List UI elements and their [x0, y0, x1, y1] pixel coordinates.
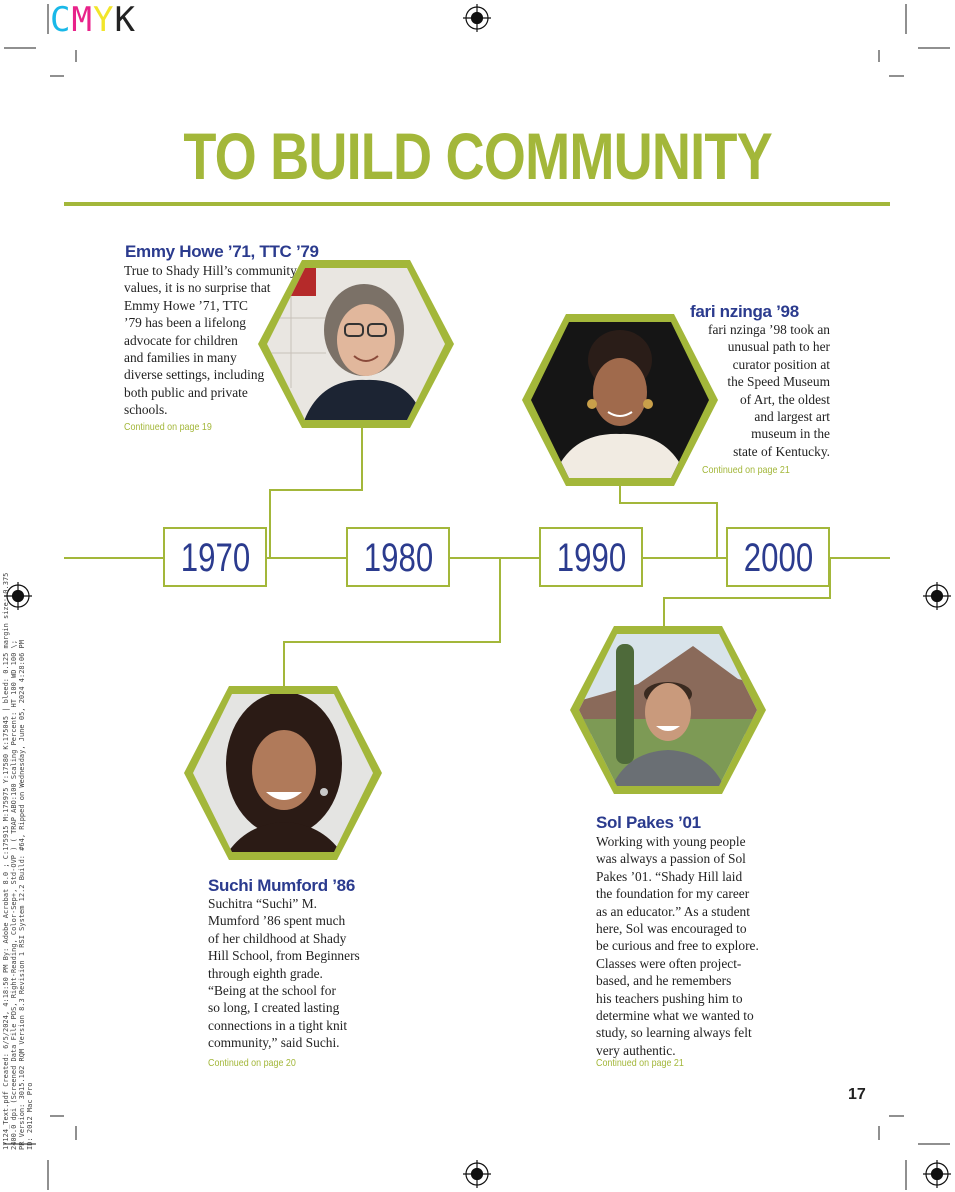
profile-fari-text: fari nzinga ’98 took an unusual path to her curator position at the Speed Museum of Art, the oldest and largest art museum in the state of Kentucky.	[708, 322, 830, 459]
profile-sol-text: Working with young people was always a passion of Sol Pakes ’01. “Shady Hill laid the foundation for my career as an educator.” As a student here, Sol was encouraged to be curious and free to explore. Classes were often project- based, and he remembers his teachers pushing him to determine what we wanted to study, so learning always felt very authentic.	[596, 834, 759, 1058]
profile-fari-continued: Continued on page 21	[702, 464, 790, 476]
profile-emmy-continued: Continued on page 19	[124, 421, 212, 433]
profile-sol-name: Sol Pakes ’01	[596, 813, 701, 832]
cmyk-color-bar: CMYK	[50, 0, 136, 40]
profile-suchi-continued: Continued on page 20	[208, 1057, 296, 1069]
printer-slug: 17124_Text.pdf Created: 6/5/2024, 4:18:50 PM By: Adobe Acrobat 8.0 ; C:175915 M:175975 Y:17580 K:175045 | bleed: 0.125 margin size: 0.375 2400.0 dpi (Screened Data File PDS, Right-Reading, Color-Sep+, Std-OVP ) ( TRAP ABO:100 Scaling Percent: HT 100 WD 100 \; PR Version: 3015.102 RQM Version 8.3 Revision 1 RSI System 12.2 Build: #64, Ripped on Wednesday, June 05, 2024 4:28:06 PM ID: 2012 Mac Pro	[2, 572, 34, 1150]
profile-fari-name: fari nzinga ’98	[690, 302, 799, 321]
page-title: TO BUILD COMMUNITY	[183, 119, 772, 193]
page-number: 17	[848, 1086, 866, 1103]
profile-sol-continued: Continued on page 21	[596, 1057, 684, 1069]
year-box-1970: 1970	[163, 527, 267, 587]
portrait-sol	[568, 624, 768, 796]
portrait-suchi	[182, 684, 384, 862]
profile-emmy-text: True to Shady Hill’s community values, it is no surprise that Emmy Howe ’71, TTC ’79 has been a lifelong advocate for children and families in many diverse settings, including both public and private schools.	[124, 263, 297, 418]
profile-emmy-name: Emmy Howe ’71, TTC ’79	[125, 242, 319, 261]
profile-suchi-name: Suchi Mumford ’86	[208, 876, 355, 895]
year-box-2000: 2000	[726, 527, 830, 587]
year-box-1980: 1980	[346, 527, 450, 587]
profile-suchi-text: Suchitra “Suchi” M. Mumford ’86 spent much of her childhood at Shady Hill School, from Beginners through eighth grade. “Being at the school for so long, I created lasting connections in a tight knit community,” said Suchi.	[208, 896, 360, 1051]
year-box-1990: 1990	[539, 527, 643, 587]
